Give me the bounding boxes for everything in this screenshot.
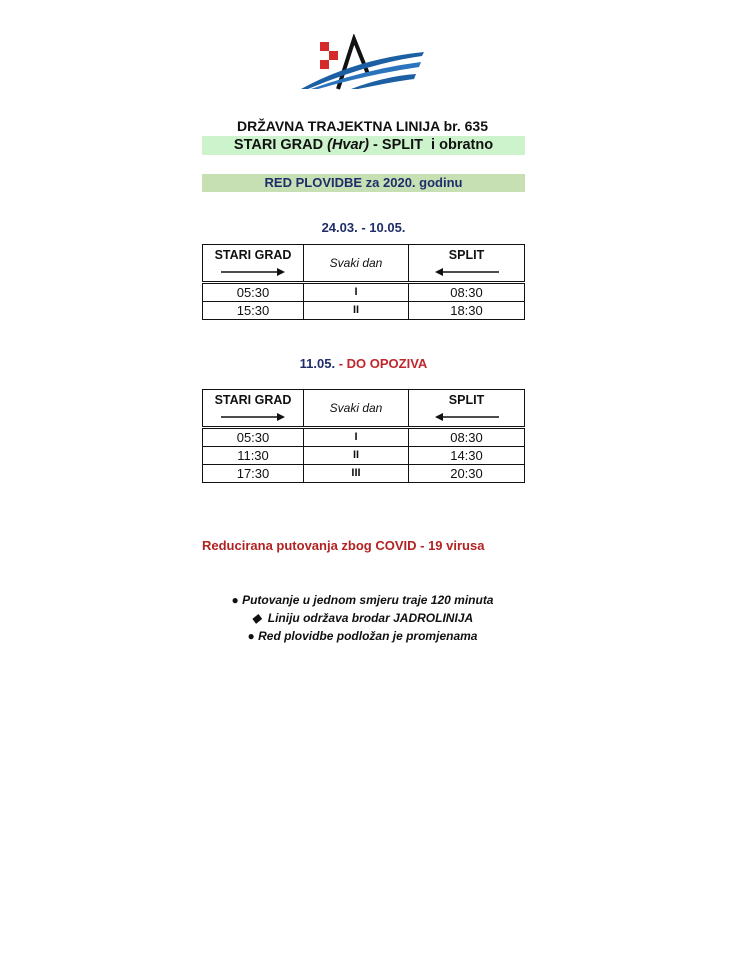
- schedule-title: RED PLOVIDBE za 2020. godinu: [202, 174, 525, 192]
- timetable-1: STARI GRAD Svaki dan SPLIT 05:30 I 08:30 15:30 II 18:30: [202, 244, 525, 320]
- table-row: 11:30 II 14:30: [203, 447, 525, 465]
- period-label: 11.05. - DO OPOZIVA: [299, 356, 428, 371]
- covid-notice: Reducirana putovanja zbog COVID - 19 virusa: [202, 538, 485, 553]
- timetable-2: STARI GRAD Svaki dan SPLIT 05:30 I 08:30 11:30 II 14:30 17:30 III 20:30: [202, 389, 525, 483]
- period-label: 24.03. - 10.05.: [321, 220, 406, 235]
- route-title: STARI GRAD (Hvar) - SPLIT i obratno: [202, 136, 525, 155]
- note-operator: ◆ Liniju održava brodar JADROLINIJA: [251, 611, 474, 625]
- table-row: 15:30 II 18:30: [203, 302, 525, 320]
- arrow-left-icon: [435, 413, 499, 421]
- arrow-right-icon: [221, 413, 285, 421]
- line-title: DRŽAVNA TRAJEKTNA LINIJA br. 635: [237, 118, 488, 134]
- table-row: 17:30 III 20:30: [203, 465, 525, 483]
- arrow-left-icon: [435, 268, 499, 276]
- company-logo: [296, 34, 426, 94]
- note-changes: ● Red plovidbe podložan je promjenama: [247, 629, 478, 643]
- arrow-right-icon: [221, 268, 285, 276]
- table-row: 05:30 I 08:30: [203, 428, 525, 447]
- note-duration: ● Putovanje u jednom smjeru traje 120 minuta: [231, 593, 494, 607]
- table-row: 05:30 I 08:30: [203, 283, 525, 302]
